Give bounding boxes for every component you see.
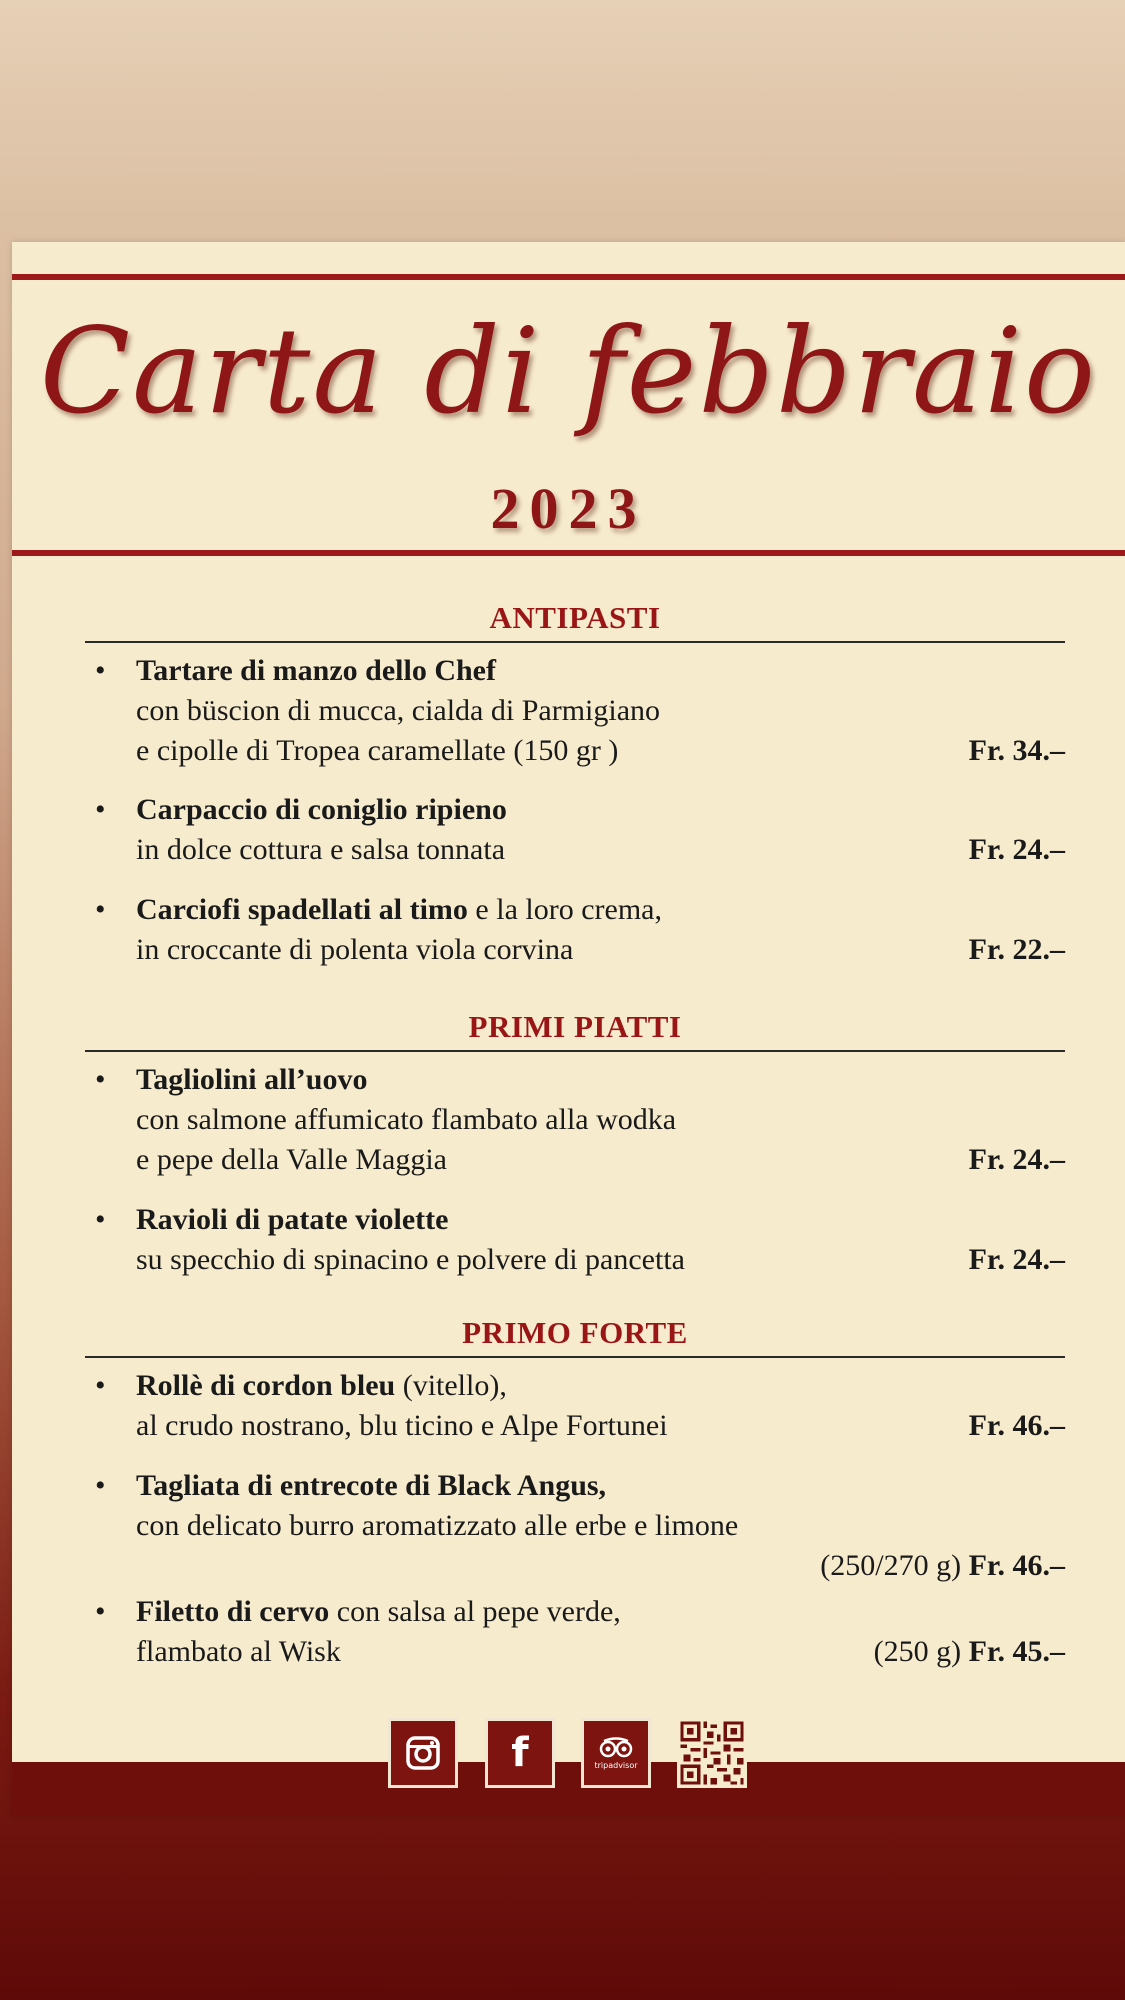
item-description: e cipolle di Tropea caramellate (150 gr ): [136, 734, 619, 767]
item-description: con salmone affumicato flambato alla wodka: [136, 1103, 677, 1136]
section-heading-primo-forte: PRIMO FORTE: [462, 1315, 688, 1350]
menu-title: Carta di febbraio: [39, 302, 1098, 440]
item-description: con delicato burro aromatizzato alle erbe e limone: [136, 1509, 739, 1542]
footer-band: [12, 1762, 1125, 1816]
item-price: Fr. 34.–: [968, 734, 1065, 767]
menu-year: 2023: [490, 476, 647, 541]
item-description: al crudo nostrano, blu ticino e Alpe Fortunei: [136, 1409, 668, 1442]
tripadvisor-label: tripadvisor: [594, 1760, 638, 1770]
bullet: •: [95, 1469, 106, 1502]
item-name-rest: (vitello),: [395, 1369, 507, 1402]
section-heading-primi-piatti: PRIMI PIATTI: [468, 1009, 682, 1044]
tripadvisor-icon[interactable]: [581, 1718, 651, 1788]
instagram-glyph: [405, 1735, 441, 1771]
item-price: Fr. 45.–: [968, 1635, 1065, 1668]
bullet: •: [95, 893, 106, 926]
item-name: Carciofi spadellati al timo: [136, 893, 468, 926]
item-price: Fr. 22.–: [968, 933, 1065, 966]
item-price: Fr. 24.–: [968, 833, 1065, 866]
bullet: •: [95, 1203, 106, 1236]
section-heading-antipasti: ANTIPASTI: [489, 600, 661, 635]
item-name: Rollè di cordon bleu: [136, 1369, 396, 1402]
item-description: in dolce cottura e salsa tonnata: [136, 833, 506, 866]
item-description: in croccante di polenta viola corvina: [136, 933, 574, 966]
bullet: •: [95, 793, 106, 826]
section-divider: [85, 641, 1065, 643]
qr-code-icon[interactable]: [677, 1718, 747, 1788]
item-name: Filetto di cervo: [136, 1595, 330, 1628]
item-description: su specchio di spinacino e polvere di pancetta: [136, 1243, 685, 1276]
facebook-glyph: f: [511, 1730, 529, 1776]
top-rule: [12, 274, 1125, 280]
item-weight: (250 g): [873, 1635, 962, 1668]
item-price: Fr. 24.–: [968, 1243, 1065, 1276]
section-divider: [85, 1050, 1065, 1052]
item-name: Ravioli di patate violette: [136, 1203, 449, 1236]
item-description: e pepe della Valle Maggia: [136, 1143, 447, 1176]
qr-code-glyph: [677, 1718, 747, 1788]
item-name: Tartare di manzo dello Chef: [136, 654, 496, 687]
facebook-icon[interactable]: [485, 1718, 555, 1788]
menu-card: [12, 242, 1125, 1816]
section-divider: [85, 1356, 1065, 1358]
bullet: •: [95, 1369, 106, 1402]
item-name: Tagliolini all’uovo: [136, 1063, 368, 1096]
item-price: Fr. 46.–: [968, 1549, 1065, 1582]
item-description: flambato al Wisk: [136, 1635, 341, 1668]
item-price: Fr. 46.–: [968, 1409, 1065, 1442]
item-description: con büscion di mucca, cialda di Parmigiano: [136, 694, 661, 727]
bullet: •: [95, 1595, 106, 1628]
bullet: •: [95, 654, 106, 687]
item-name-rest: e la loro crema,: [467, 893, 662, 926]
item-weight: (250/270 g): [820, 1549, 962, 1582]
item-name-rest: con salsa al pepe verde,: [329, 1595, 621, 1628]
instagram-icon[interactable]: [388, 1718, 458, 1788]
bullet: •: [95, 1063, 106, 1096]
header-bottom-rule: [12, 550, 1125, 556]
item-name: Carpaccio di coniglio ripieno: [136, 793, 507, 826]
item-price: Fr. 24.–: [968, 1143, 1065, 1176]
tripadvisor-owl-glyph: [598, 1737, 634, 1759]
item-name: Tagliata di entrecote di Black Angus,: [136, 1469, 607, 1502]
